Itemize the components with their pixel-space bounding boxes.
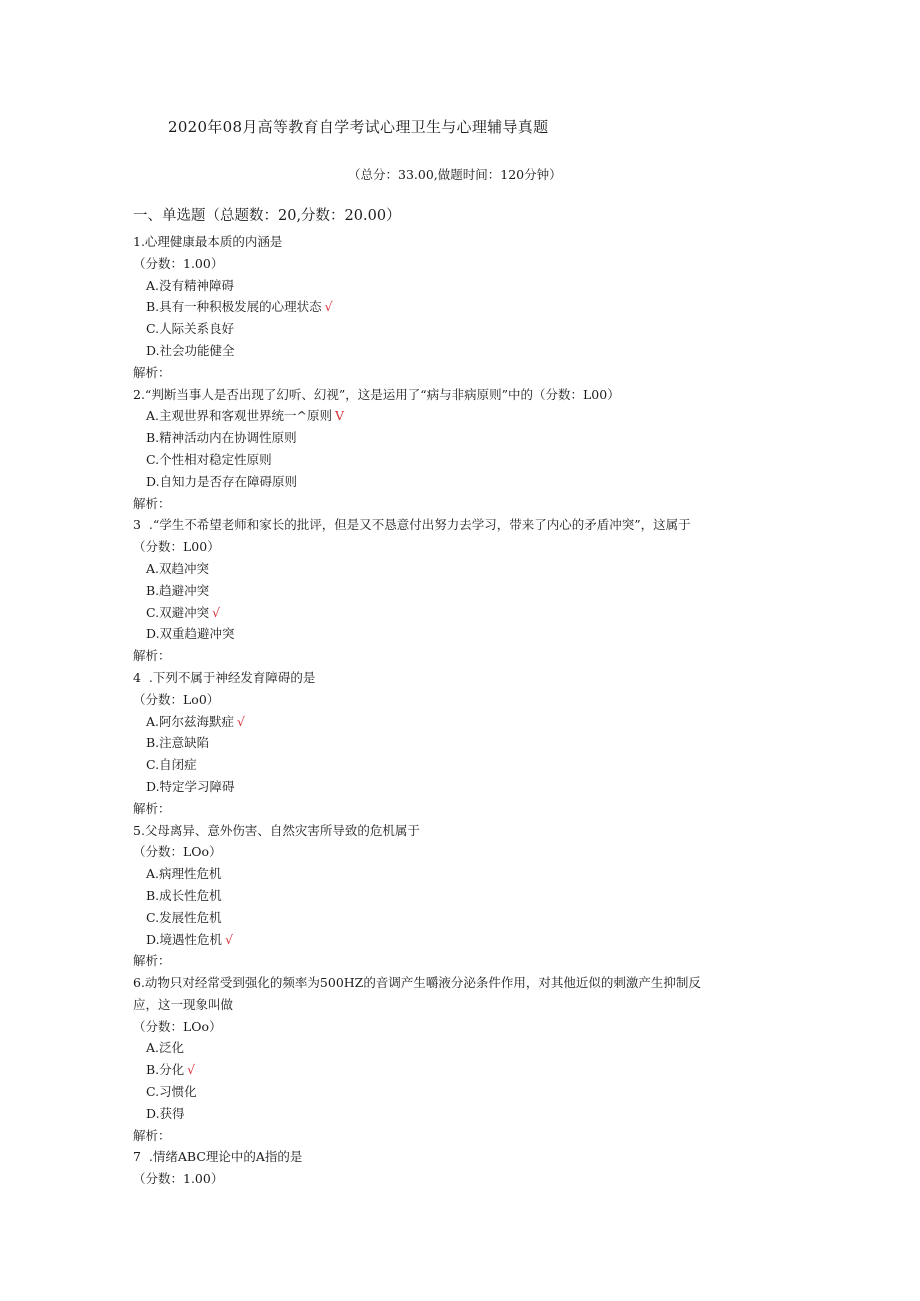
answer-option bbox=[133, 907, 793, 929]
answer-option bbox=[133, 340, 793, 362]
question-score: （分数：LOo） bbox=[133, 1018, 222, 1034]
analysis-label: 解析： bbox=[133, 800, 171, 816]
question-score: （分数：1.00） bbox=[133, 1171, 224, 1187]
option-text: A.泛化 bbox=[146, 1040, 185, 1056]
option-text: C.习惯化 bbox=[146, 1084, 197, 1100]
question-score: （分数：Lo0） bbox=[133, 691, 220, 707]
option-text: B.趋避冲突 bbox=[146, 582, 210, 598]
question-score: （分数：LOo） bbox=[133, 844, 222, 860]
question-2 bbox=[133, 384, 793, 515]
answer-option bbox=[133, 754, 793, 776]
option-text: B.成长性危机 bbox=[146, 887, 222, 903]
answer-option bbox=[133, 449, 793, 471]
question-score: （分数：1.00） bbox=[133, 255, 224, 271]
option-text: C.自闭症 bbox=[146, 757, 197, 773]
answer-option bbox=[133, 558, 793, 580]
option-text: D.特定学习障碍 bbox=[146, 778, 235, 794]
question-list bbox=[133, 231, 793, 1190]
answer-option bbox=[133, 1081, 793, 1103]
option-text: C.双避冲突 bbox=[146, 604, 210, 620]
option-text: D.获得 bbox=[146, 1105, 185, 1121]
question-4 bbox=[133, 667, 793, 820]
option-text: A.没有精神障碍 bbox=[146, 277, 235, 293]
analysis-label: 解析： bbox=[133, 648, 171, 664]
check-mark-icon: V bbox=[334, 408, 345, 424]
option-text: D.境遇性危机 bbox=[146, 931, 223, 947]
question-text: 6.动物只对经常受到强化的频率为500HZ的音调产生嚼液分泌条件作用，对其他近似的刺激产生抑制反 bbox=[133, 975, 701, 991]
question-score: （分数：L00） bbox=[133, 539, 220, 555]
section-heading: 一、单选题（总题数：20,分数：20.00） bbox=[133, 208, 401, 224]
answer-option bbox=[133, 711, 793, 733]
answer-option bbox=[133, 602, 793, 624]
check-mark-icon: √ bbox=[324, 299, 333, 315]
option-text: B.分化 bbox=[146, 1062, 185, 1078]
answer-option bbox=[133, 623, 793, 645]
question-5 bbox=[133, 820, 793, 973]
question-text: 2.“判断当事人是否出现了幻听、幻视”，这是运用了“病与非病原则”中的（分数：L00） bbox=[133, 386, 620, 402]
question-text: 应，这一现象叫做 bbox=[133, 996, 234, 1012]
answer-option bbox=[133, 885, 793, 907]
option-text: C.发展性危机 bbox=[146, 909, 222, 925]
check-mark-icon: √ bbox=[212, 604, 221, 620]
answer-option bbox=[133, 275, 793, 297]
option-text: D.社会功能健全 bbox=[146, 342, 235, 358]
option-text: B.精神活动内在协调性原则 bbox=[146, 430, 297, 446]
analysis-label: 解析： bbox=[133, 953, 171, 969]
check-mark-icon: √ bbox=[225, 931, 234, 947]
answer-option bbox=[133, 929, 793, 951]
answer-option bbox=[133, 863, 793, 885]
option-text: D.双重趋避冲突 bbox=[146, 626, 235, 642]
analysis-label: 解析： bbox=[133, 364, 171, 380]
option-text: A.双趋冲突 bbox=[146, 560, 210, 576]
question-text: 4 .下列不属于神经发育障碍的是 bbox=[133, 669, 316, 685]
question-text: 7 .情绪ABC理论中的A指的是 bbox=[133, 1149, 303, 1165]
answer-option bbox=[133, 471, 793, 493]
analysis-label: 解析： bbox=[133, 495, 171, 511]
option-text: B.具有一种积极发展的心理状态 bbox=[146, 299, 322, 315]
answer-option bbox=[133, 296, 793, 318]
question-text: 5.父母离异、意外伤害、自然灾害所导致的危机属于 bbox=[133, 822, 420, 838]
answer-option bbox=[133, 1103, 793, 1125]
answer-option bbox=[133, 427, 793, 449]
question-text: 3 .“学生不希望老师和家长的批评，但是又不恳意付出努力去学习，带来了内心的矛盾冲突”，这属于 bbox=[133, 517, 691, 533]
answer-option bbox=[133, 1059, 793, 1081]
question-3 bbox=[133, 514, 793, 667]
answer-option bbox=[133, 1037, 793, 1059]
answer-option bbox=[133, 580, 793, 602]
option-text: A.主观世界和客观世界统一^原则 bbox=[146, 408, 332, 424]
question-7 bbox=[133, 1146, 793, 1190]
option-text: C.个性相对稳定性原则 bbox=[146, 451, 272, 467]
option-text: C.人际关系良好 bbox=[146, 321, 235, 337]
option-text: A.阿尔兹海默症 bbox=[146, 713, 235, 729]
option-text: B.注意缺陷 bbox=[146, 735, 210, 751]
check-mark-icon: √ bbox=[187, 1062, 196, 1078]
check-mark-icon: √ bbox=[237, 713, 245, 729]
answer-option bbox=[133, 318, 793, 340]
document-title: 2020年08月高等教育自学考试心理卫生与心理辅导真题 bbox=[168, 118, 549, 136]
question-1 bbox=[133, 231, 793, 384]
question-6 bbox=[133, 972, 793, 1146]
option-text: D.自知力是否存在障碍原则 bbox=[146, 473, 298, 489]
answer-option bbox=[133, 405, 793, 427]
analysis-label: 解析： bbox=[133, 1127, 171, 1143]
question-text: 1.心理健康最本质的内涵是 bbox=[133, 234, 283, 249]
option-text: A.病理性危机 bbox=[146, 866, 222, 882]
answer-option bbox=[133, 732, 793, 754]
document-meta: （总分：33.00,做题时间：120分钟） bbox=[348, 167, 562, 182]
answer-option bbox=[133, 776, 793, 798]
